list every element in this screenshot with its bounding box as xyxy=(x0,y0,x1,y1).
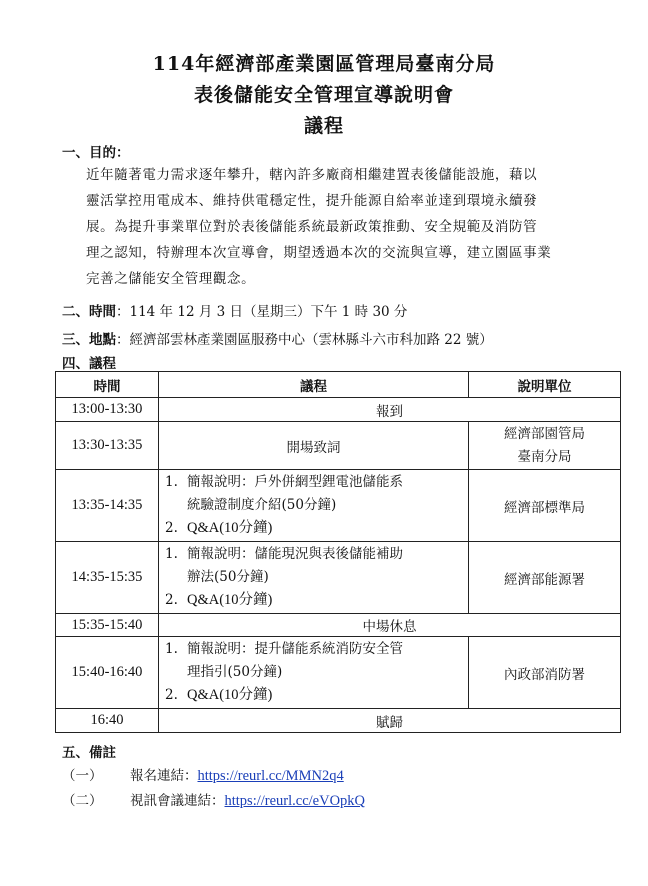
agenda-table xyxy=(55,371,621,733)
note-label: 視訊會議連結： xyxy=(130,793,225,809)
row-time: 16:40 xyxy=(56,709,159,733)
purpose-line: 理之認知，特辦理本次宣導會，期望透過本次的交流與宣導，建立園區事業 xyxy=(86,245,552,261)
agenda-header-row xyxy=(56,372,621,398)
row-content: 報到 xyxy=(159,398,621,422)
column-header-unit: 說明單位 xyxy=(469,372,621,398)
agenda-heading: 四、議程 xyxy=(62,356,116,372)
column-header-time: 時間 xyxy=(56,372,159,398)
table-row xyxy=(56,709,621,733)
row-time: 14:35-15:35 xyxy=(56,542,159,614)
table-row xyxy=(56,398,621,422)
note-item-registration xyxy=(62,764,344,785)
note-number: （二） xyxy=(62,793,103,809)
row-unit: 內政部消防署 xyxy=(469,637,621,709)
row-content: 開場致詞 xyxy=(159,422,469,470)
row-unit: 經濟部園管局 臺南分局 xyxy=(469,422,621,470)
agenda-item: 1. 簡報說明：儲能現況與表後儲能補助 xyxy=(165,546,403,562)
purpose-line: 完善之儲能安全管理觀念。 xyxy=(86,271,256,287)
place-heading: 三、地點 xyxy=(62,332,116,348)
note-number: （一） xyxy=(62,768,103,784)
notes-heading: 五、備註 xyxy=(62,745,116,761)
agenda-item: 2. Q&A(10分鐘) xyxy=(165,592,273,608)
purpose-line: 近年隨著電力需求逐年攀升，轄內許多廠商相繼建置表後儲能設施，藉以 xyxy=(86,167,538,183)
row-unit: 經濟部能源署 xyxy=(469,542,621,614)
agenda-item: 2. Q&A(10分鐘) xyxy=(165,520,273,536)
document-title-event: 表後儲能安全管理宣導說明會 xyxy=(193,84,454,106)
table-row xyxy=(56,542,621,614)
note-label: 報名連結： xyxy=(130,768,198,784)
row-time: 13:35-14:35 xyxy=(56,470,159,542)
table-row xyxy=(56,422,621,470)
row-items: 1. 簡報說明：儲能現況與表後儲能補助 辦法(50分鐘) 2. Q&A(10分鐘) xyxy=(159,542,469,614)
row-time: 13:00-13:30 xyxy=(56,398,159,422)
document-title-organizer: 114年經濟部產業園區管理局臺南分局 xyxy=(152,53,496,75)
purpose-paragraph xyxy=(86,162,606,292)
note-item-video-meeting xyxy=(62,789,365,810)
place-section xyxy=(62,328,493,348)
table-row xyxy=(56,614,621,637)
row-time: 13:30-13:35 xyxy=(56,422,159,470)
video-meeting-link[interactable]: https://reurl.cc/eVOpkQ xyxy=(224,793,366,809)
row-items: 1. 簡報說明：戶外併網型鋰電池儲能系 統驗證制度介紹(50分鐘) 2. Q&A(10分鐘) xyxy=(159,470,469,542)
row-content: 中場休息 xyxy=(159,614,621,637)
column-header-agenda: 議程 xyxy=(159,372,469,398)
time-value: ：114 年 12 月 3 日（星期三）下午 1 時 30 分 xyxy=(116,304,408,320)
row-items: 1. 簡報說明：提升儲能系統消防安全管 理指引(50分鐘) 2. Q&A(10分鐘) xyxy=(159,637,469,709)
purpose-line: 靈活掌控用電成本、維持供電穩定性，提升能源自給率並達到環境永續發 xyxy=(86,193,538,209)
time-heading: 二、時間 xyxy=(62,304,116,320)
row-time: 15:40-16:40 xyxy=(56,637,159,709)
agenda-item: 1. 簡報說明：戶外併網型鋰電池儲能系 xyxy=(165,474,403,490)
row-unit: 經濟部標準局 xyxy=(469,470,621,542)
row-content: 賦歸 xyxy=(159,709,621,733)
row-time: 15:35-15:40 xyxy=(56,614,159,637)
purpose-heading: 一、目的： xyxy=(62,145,130,161)
table-row xyxy=(56,470,621,542)
purpose-line: 展。為提升事業單位對於表後儲能系統最新政策推動、安全規範及消防管 xyxy=(86,219,538,235)
agenda-item: 2. Q&A(10分鐘) xyxy=(165,687,273,703)
table-row xyxy=(56,637,621,709)
time-section xyxy=(62,300,407,320)
document-title-agenda: 議程 xyxy=(303,115,344,137)
registration-link[interactable]: https://reurl.cc/MMN2q4 xyxy=(197,768,344,784)
place-value: ：經濟部雲林產業園區服務中心（雲林縣斗六市科加路 22 號） xyxy=(116,332,493,348)
agenda-item: 1. 簡報說明：提升儲能系統消防安全管 xyxy=(165,641,403,657)
